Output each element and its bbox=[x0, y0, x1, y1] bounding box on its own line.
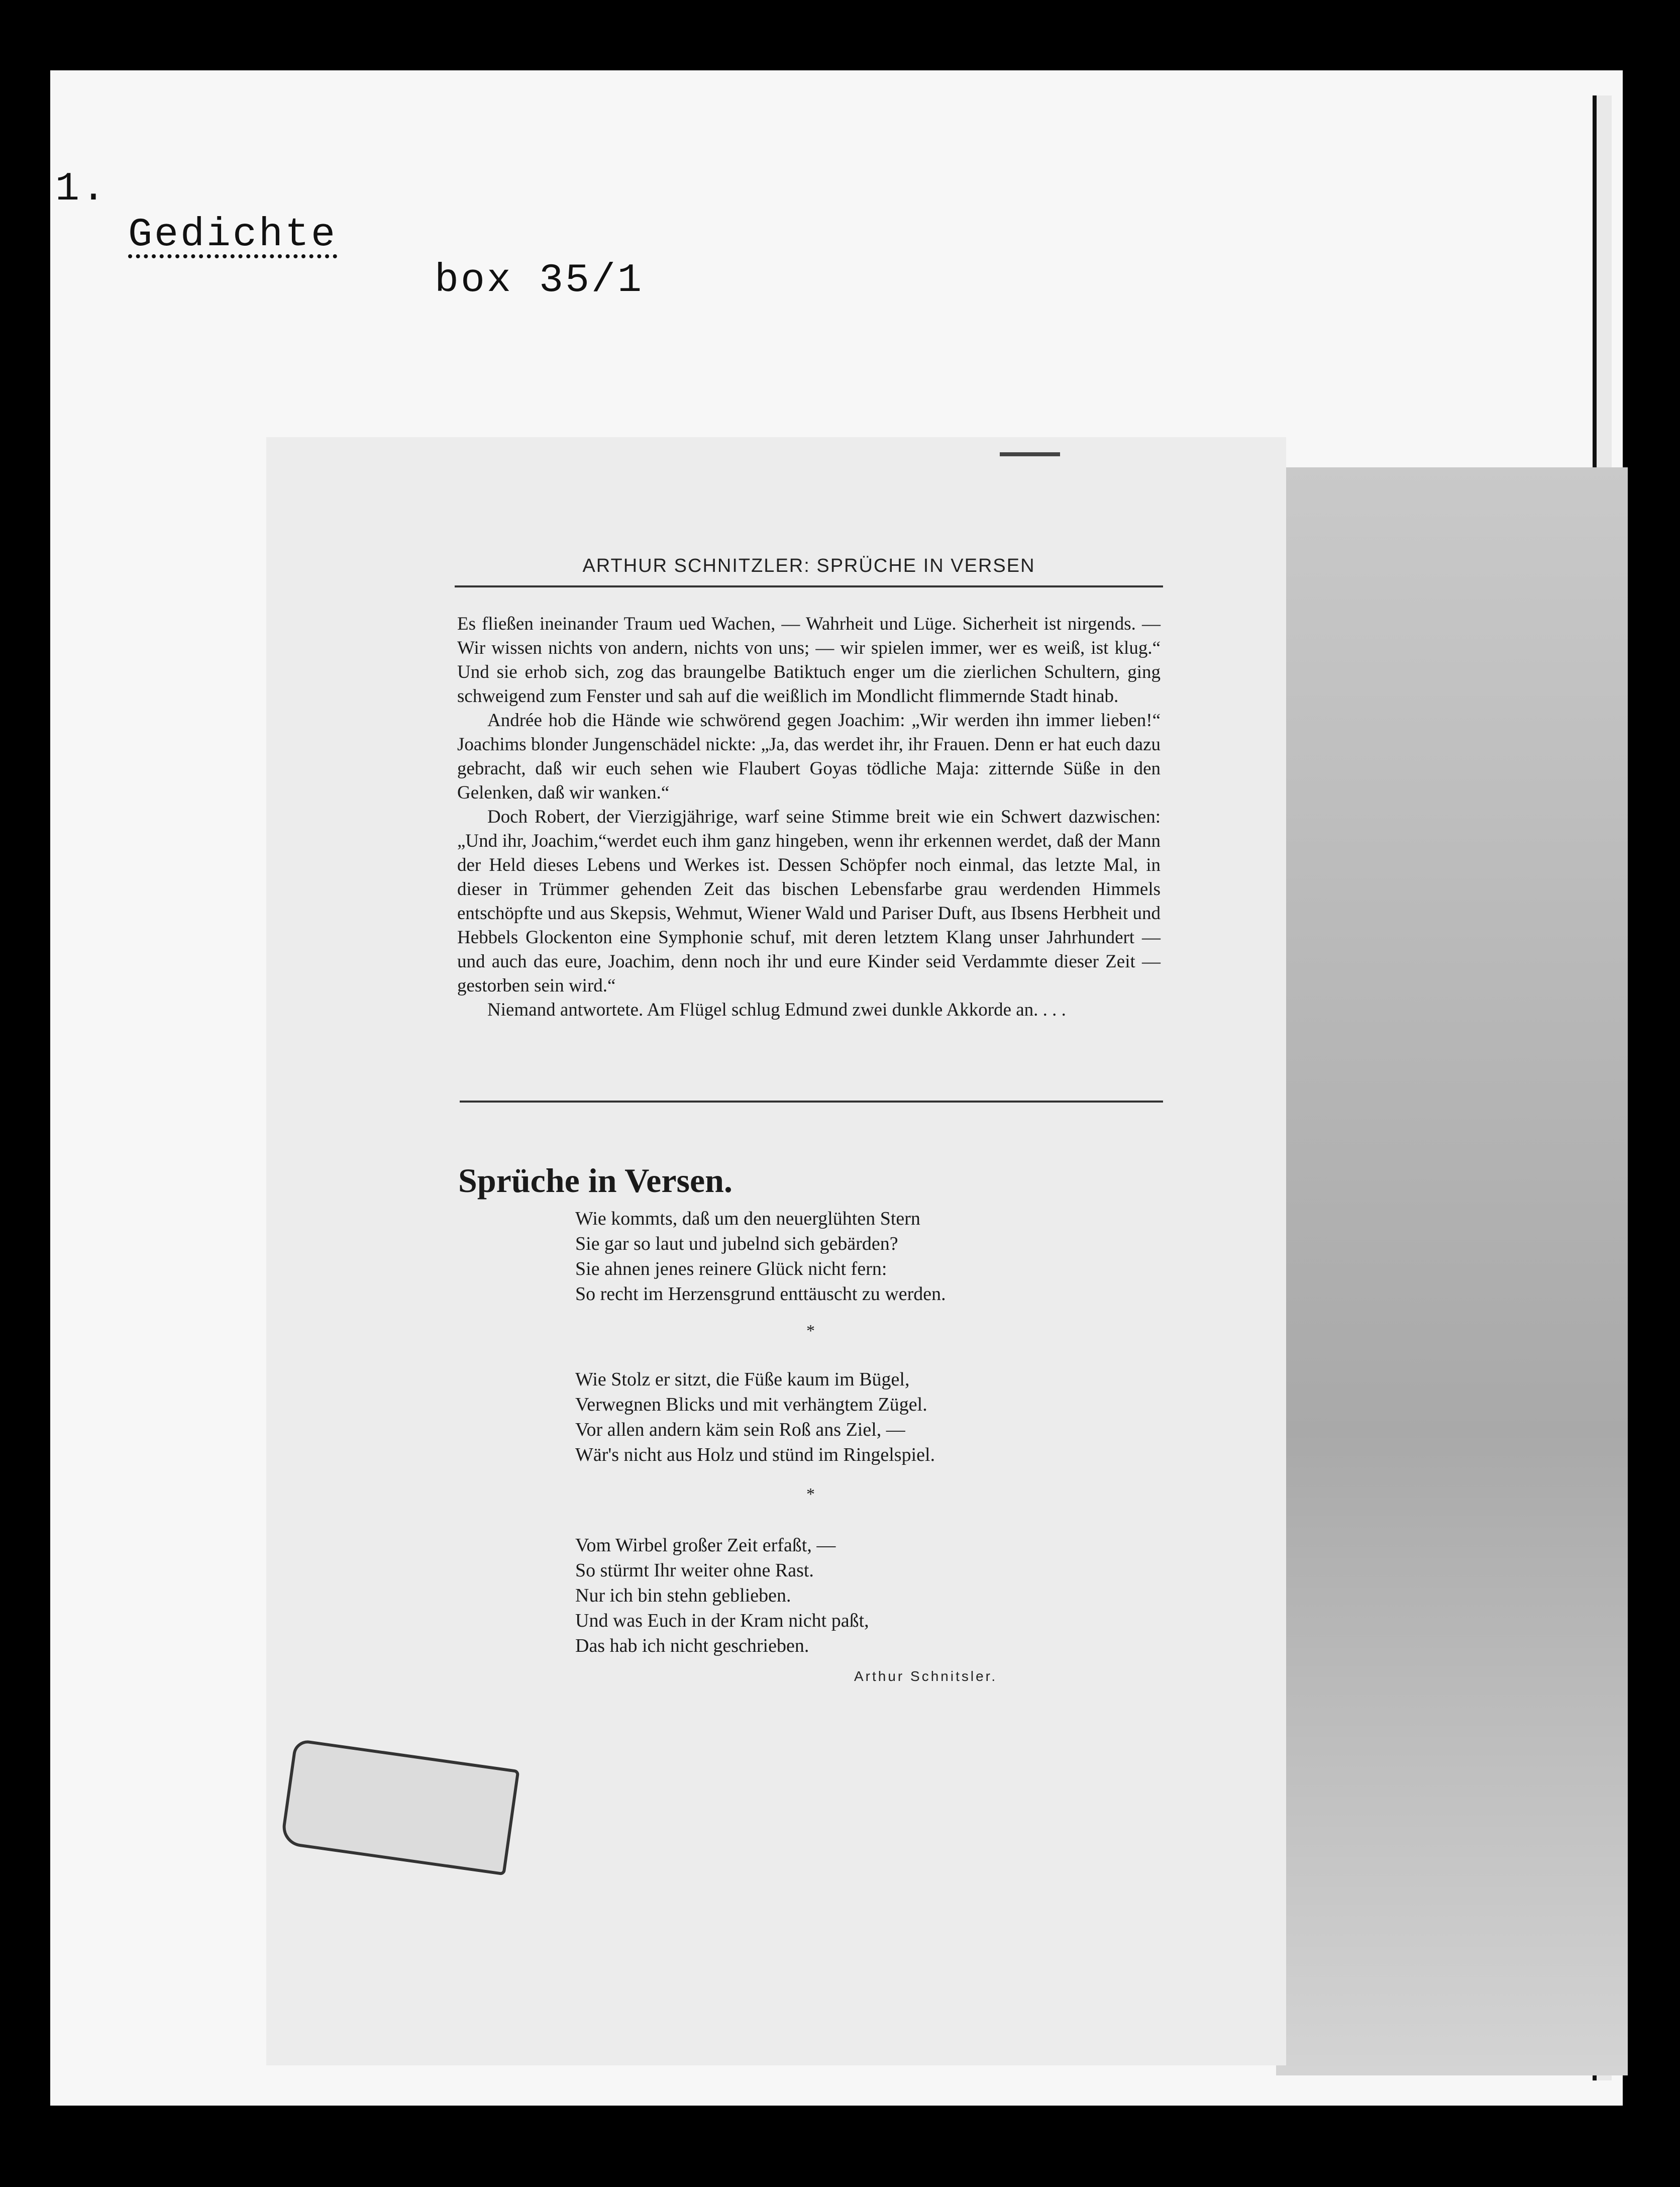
poem-line: Wie kommts, daß um den neuerglühten Stern bbox=[575, 1208, 920, 1229]
poem-line: Wie Stolz er sitzt, die Füße kaum im Bügel, bbox=[575, 1369, 910, 1390]
poem-line: Sie gar so laut und jubelnd sich gebärden? bbox=[575, 1233, 898, 1254]
poem-line: Wär's nicht aus Holz und stünd im Ringelspiel. bbox=[575, 1444, 935, 1465]
poem-stanza bbox=[575, 1206, 1128, 1307]
article-paragraph: Es fließen ineinander Traum ued Wachen, — Wahrheit und Lüge. Sicherheit ist nirgends. — Wir wissen nichts von andern, nichts von uns; — wir spielen immer, wer es weiß, ist klug.“ Und sie erhob sich, zog das braungelbe Batiktuch enger um die zierlichen Schultern, ging schweigend zum Fenster und sah auf die weißlich im Mondlicht flimmernde Stadt hinab. bbox=[457, 614, 1161, 707]
poem-line: Verwegnen Blicks und mit verhängtem Zügel. bbox=[575, 1394, 927, 1415]
article-end-rule bbox=[460, 1101, 1163, 1103]
poem-line: Vor allen andern käm sein Roß ans Ziel, — bbox=[575, 1419, 905, 1440]
folder-number: 1. bbox=[55, 166, 108, 212]
title-rule bbox=[455, 585, 1163, 587]
poem-line: Vom Wirbel großer Zeit erfaßt, — bbox=[575, 1535, 836, 1556]
stanza-separator: * bbox=[806, 1485, 815, 1504]
stanza-separator: * bbox=[806, 1322, 815, 1340]
author-signature: Arthur Schnitsler. bbox=[854, 1668, 998, 1684]
poem-title: Sprüche in Versen. bbox=[458, 1161, 732, 1200]
article-title: ARTHUR SCHNITZLER: SPRÜCHE IN VERSEN bbox=[582, 555, 1035, 576]
clipping-mark bbox=[1000, 452, 1060, 456]
poem-line: So stürmt Ihr weiter ohne Rast. bbox=[575, 1560, 814, 1581]
poem-stanza bbox=[575, 1367, 1128, 1467]
poem-stanza bbox=[575, 1533, 1128, 1658]
folder-title: Gedichte bbox=[128, 212, 338, 258]
archive-header bbox=[55, 121, 644, 304]
article-paragraph: Doch Robert, der Vierzigjährige, warf seine Stimme breit wie ein Schwert dazwischen: „Und ihr, Joachim,“werdet euch ihm ganz hingeben, wenn ihr erkennen werdet, daß der Mann der Held dieses Lebens und Werkes ist. Dessen Schöpfer noch einmal, das letzte Mal, in dieser in Trümmer gehenden Zeit das bischen Lebensfarbe grau werdenden Himmels entschöpfte und aus Skepsis, Wehmut, Wiener Wald und Pariser Duft, aus Ibsens Herbheit und Hebbels Glockenton eine Symphonie schuf, mit deren letztem Klang unser Jahrhundert — und auch das eure, Joachim, denn noch ihr und eure Kinder seid Verdammte dieser Zeit — gestorben sein wird.“ bbox=[457, 807, 1161, 996]
article-paragraph: Niemand antwortete. Am Flügel schlug Edmund zwei dunkle Akkorde an. . . . bbox=[487, 1000, 1066, 1020]
paper-shadow bbox=[1276, 467, 1628, 2075]
poem-line: Das hab ich nicht geschrieben. bbox=[575, 1635, 809, 1656]
box-label: box 35/1 bbox=[435, 258, 644, 304]
poem-line: Und was Euch in der Kram nicht paßt, bbox=[575, 1610, 869, 1631]
article-paragraph: Andrée hob die Hände wie schwörend gegen Joachim: „Wir werden ihn immer lieben!“ Joachims blonder Jungenschädel nickte: „Ja, das werdet ihr, ihr Frauen. Denn er hat euch dazu gebracht, daß wir euch sehen wie Flaubert Goyas tödliche Maja: zitternde Süße in den Gelenken, daß wir wanken.“ bbox=[457, 710, 1161, 803]
poem-line: Nur ich bin stehn geblieben. bbox=[575, 1585, 791, 1606]
poem-line: Sie ahnen jenes reinere Glück nicht fern: bbox=[575, 1258, 887, 1279]
article-body bbox=[457, 612, 1161, 1022]
poem-line: So recht im Herzensgrund enttäuscht zu werden. bbox=[575, 1283, 946, 1305]
